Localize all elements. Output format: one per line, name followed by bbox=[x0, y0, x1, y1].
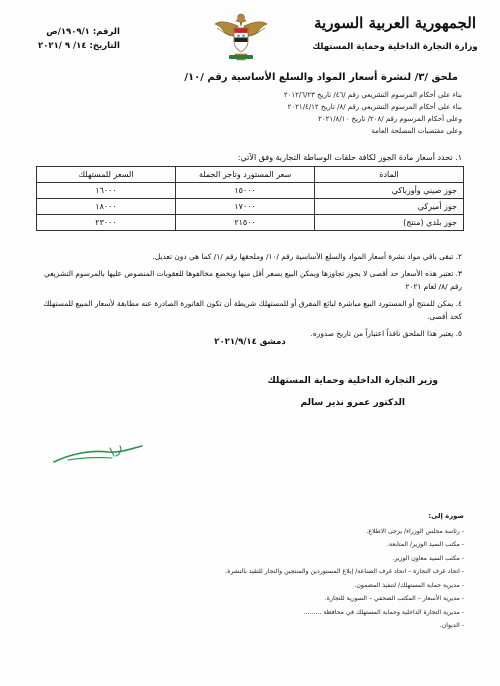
wholesale-price: ١٧٠٠٠ bbox=[176, 199, 315, 215]
ministry-name: وزارة التجارة الداخلية وحماية المستهلك bbox=[312, 42, 478, 52]
wholesale-price: ١٥٠٠٠ bbox=[176, 183, 315, 199]
list-item: - مديرية التجارة الداخلية وحماية المستهلك في محافظة ......... bbox=[34, 606, 464, 620]
copies-list bbox=[34, 525, 464, 633]
walnut-price-table bbox=[36, 166, 464, 231]
wholesale-price: ٢١٥٠٠ bbox=[176, 215, 315, 231]
consumer-price: ١٨٠٠٠ bbox=[37, 199, 176, 215]
header-wholesale-price: سعر المستورد وتاجر الجملة bbox=[176, 167, 315, 183]
list-item: - الديوان. bbox=[34, 619, 464, 633]
handwritten-signature-icon bbox=[50, 440, 150, 470]
header-consumer-price: السعر للمستهلك bbox=[37, 167, 176, 183]
basis-line: وعلى أحكام المرسوم رقم /٢٠٨/ تاريخ ٢٠٢١/٨/١٠ bbox=[318, 115, 462, 123]
list-item: - مديرية حماية المستهلك/ لتنفيذ المضمون. bbox=[34, 579, 464, 593]
item-name: جوز أميركي bbox=[315, 199, 464, 215]
legal-basis bbox=[284, 89, 462, 137]
list-item: - مكتب السيد معاون الوزير. bbox=[34, 552, 464, 566]
reference-block bbox=[38, 25, 120, 53]
letterhead bbox=[310, 14, 480, 52]
eagle-emblem-icon bbox=[211, 8, 271, 64]
consumer-price: ٢٣٠٠٠ bbox=[37, 215, 176, 231]
signatory-title: وزير التجارة الداخلية وحماية المستهلك bbox=[267, 376, 438, 386]
copies-to bbox=[34, 510, 464, 633]
basis-line: وعلى مقتضيات المصلحة العامة bbox=[371, 127, 462, 135]
table-header-row bbox=[37, 167, 464, 183]
decision-item: ٤. يمكن للمنتج أو المستورد البيع مباشرة لبائع المفرق أو للمستهلك شريطة أن تكون الفاتورة الصادرة عنه مطابقة لأسعار المبيع للمستهلك كحد أقصى. bbox=[43, 298, 462, 321]
list-item: - مكتب السيد الوزير/ المتابعة. bbox=[34, 538, 464, 552]
item-name: جوز صيني وأوزباكي bbox=[315, 183, 464, 199]
table-row bbox=[37, 215, 464, 231]
list-item: - اتحاد غرف التجارة – اتحاد غرف الصناعة/ إبلاغ المستوردين والمنتجين والتجار للتقيد بالنشرة. bbox=[34, 565, 464, 579]
basis-line: بناء على أحكام المرسوم التشريعي رقم /٤٦/ تاريخ ٢٠١٢/٦/٢٣ bbox=[283, 91, 462, 99]
copies-to-title: صورة إلى: bbox=[428, 512, 464, 520]
country-name: الجمهورية العربية السورية bbox=[314, 14, 476, 32]
table-row bbox=[37, 183, 464, 199]
section-1-heading: ١. تحدد أسعار مادة الجوز لكافة حلقات الوساطة التجارية وفق الآتي: bbox=[237, 153, 462, 162]
consumer-price: ١٦٠٠٠ bbox=[37, 183, 176, 199]
list-item: - مديرية الأسعار – المكتب الصحفي – السورية للتجارة. bbox=[34, 592, 464, 606]
signatory-name: الدكتور عمرو نذير سالم bbox=[300, 398, 405, 408]
decision-items bbox=[32, 250, 462, 343]
decision-item: ٣. تعتبر هذه الأسعار حد أقصى لا يجوز تجاوزها ويمكن البيع بسعر أقل منها ويخضع مخالفوها للعقوبات المنصوص عليها بالمرسوم التشريعي رقم /٨/ لعام ٢٠٢١ bbox=[44, 268, 462, 291]
signature-block bbox=[268, 370, 438, 414]
annex-title: ملحق /٣/ لنشرة أسعار المواد والسلع الأساسية رقم /١٠/ bbox=[184, 72, 458, 83]
decision-item: ٥. يعتبر هذا الملحق نافذاً اعتباراً من تاريخ صدوره. bbox=[310, 328, 462, 338]
reference-number: الرقم: ١٩٠٩/١/ص bbox=[46, 27, 120, 37]
item-name: جوز بلدي (منتج) bbox=[315, 215, 464, 231]
place-and-date: دمشق ٢٠٢١/٩/١٤ bbox=[214, 337, 286, 347]
header-item: المادة bbox=[315, 167, 464, 183]
table-row bbox=[37, 199, 464, 215]
basis-line: بناء على أحكام المرسوم التشريعي رقم /٨/ تاريخ ٢٠٢١/٤/١٢ bbox=[287, 103, 462, 111]
issue-date: التاريخ: ١٤/ ٩ /٢٠٢١ bbox=[38, 41, 120, 51]
list-item: - رئاسة مجلس الوزراء/ يرجى الاطلاع. bbox=[34, 525, 464, 539]
decision-item: ٢. تبقى باقي مواد نشرة أسعار المواد والسلع الأساسية رقم /١٠/ وملحقها رقم /١/ كما هي دون تعديل. bbox=[152, 252, 462, 261]
